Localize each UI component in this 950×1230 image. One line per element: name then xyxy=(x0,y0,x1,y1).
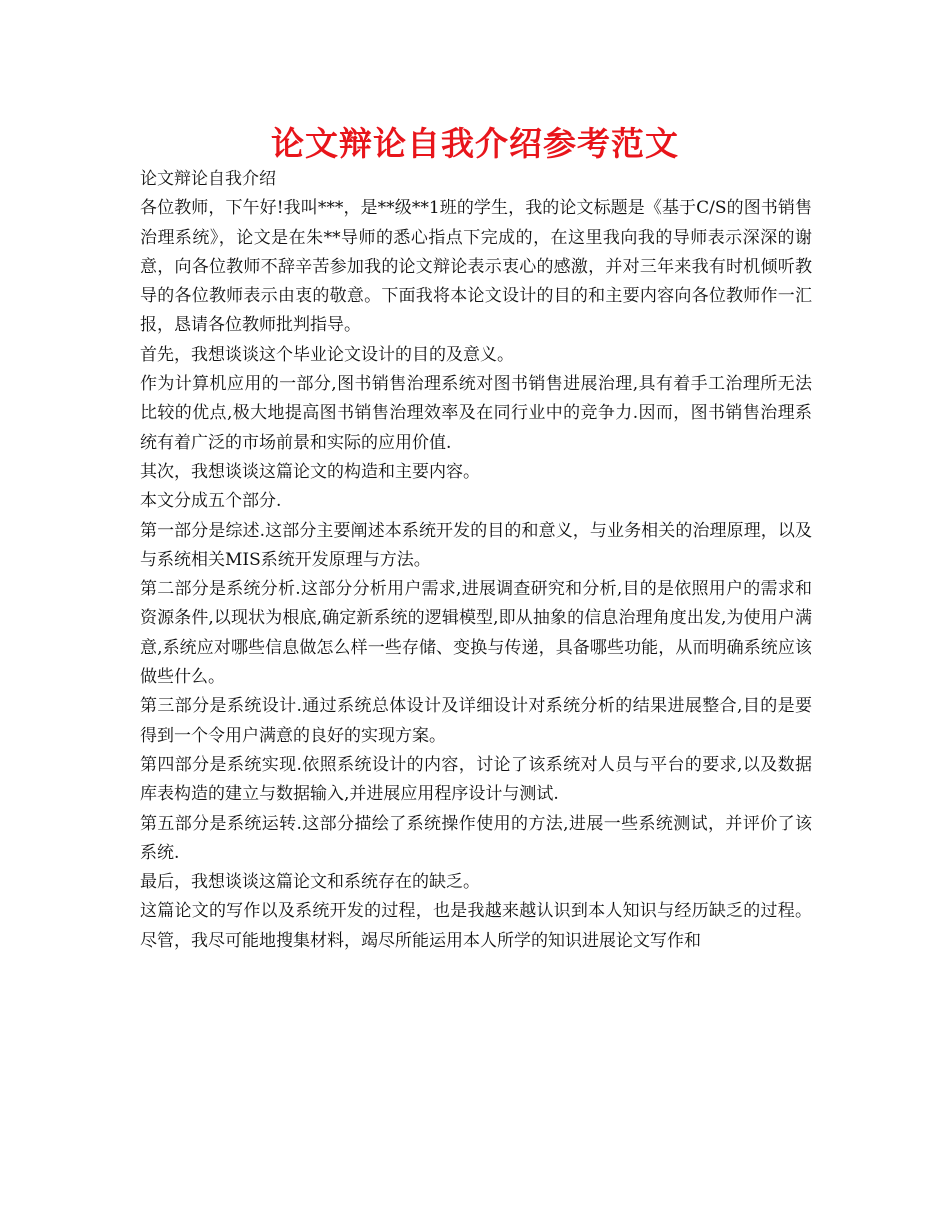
paragraph-part-five: 第五部分是系统运转.这部分描绘了系统操作使用的方法,进展一些系统测试，并评价了该系统. xyxy=(140,813,812,863)
paragraph-shortcomings: 这篇论文的写作以及系统开发的过程，也是我越来越认识到本人知识与经历缺乏的过程。尽管，我尽可能地搜集材料，竭尽所能运用本人所学的知识进展论文写作和 xyxy=(140,901,812,951)
paragraph-heading: 论文辩论自我介绍 xyxy=(140,169,276,189)
document-body xyxy=(140,165,812,956)
paragraph-structure-intro: 其次，我想谈谈这篇论文的构造和主要内容。 xyxy=(140,461,480,482)
paragraph-purpose-intro: 首先，我想谈谈这个毕业论文设计的目的及意义。 xyxy=(140,344,514,365)
paragraph-part-three: 第三部分是系统设计.通过系统总体设计及详细设计对系统分析的结果进展整合,目的是要得到一个令用户满意的良好的实现方案。 xyxy=(140,696,812,746)
paragraph-greeting: 各位教师，下午好!我叫***，是**级**1班的学生，我的论文标题是《基于C/S的图书销售治理系统》，论文是在朱**导师的悉心指点下完成的，在这里我向我的导师表示深深的谢意，向各位教师不辞辛苦参加我的论文辩论表示衷心的感激，并对三年来我有时机倾听教导的各位教师表示由衷的敬意。下面我将本论文设计的目的和主要内容向各位教师作一汇报，恳请各位教师批判指导。 xyxy=(140,198,812,336)
paragraph-purpose: 作为计算机应用的一部分,图书销售治理系统对图书销售进展治理,具有着手工治理所无法比较的优点,极大地提高图书销售治理效率及在同行业中的竞争力.因而，图书销售治理系统有着广泛的市场前景和实际的应用价值. xyxy=(140,374,812,453)
paragraph-part-one: 第一部分是综述.这部分主要阐述本系统开发的目的和意义，与业务相关的治理原理，以及与系统相关MIS系统开发原理与方法。 xyxy=(140,520,812,570)
paragraph-part-four: 第四部分是系统实现.依照系统设计的内容，讨论了该系统对人员与平台的要求,以及数据库表构造的建立与数据输入,并进展应用程序设计与测试. xyxy=(140,754,812,805)
paragraph-five-parts: 本文分成五个部分. xyxy=(140,491,282,512)
paragraph-part-two: 第二部分是系统分析.这部分分析用户需求,进展调查研究和分析,目的是依照用户的需求和资源条件,以现状为根底,确定新系统的逻辑模型,即从抽象的信息治理角度出发,为使用户满意,系统应对哪些信息做怎么样一些存储、变换与传递，具备哪些功能，从而明确系统应该做些什么。 xyxy=(140,579,812,688)
document-title: 论文辩论自我介绍参考范文 xyxy=(271,124,679,163)
paragraph-shortcomings-intro: 最后，我想谈谈这篇论文和系统存在的缺乏。 xyxy=(140,872,480,893)
